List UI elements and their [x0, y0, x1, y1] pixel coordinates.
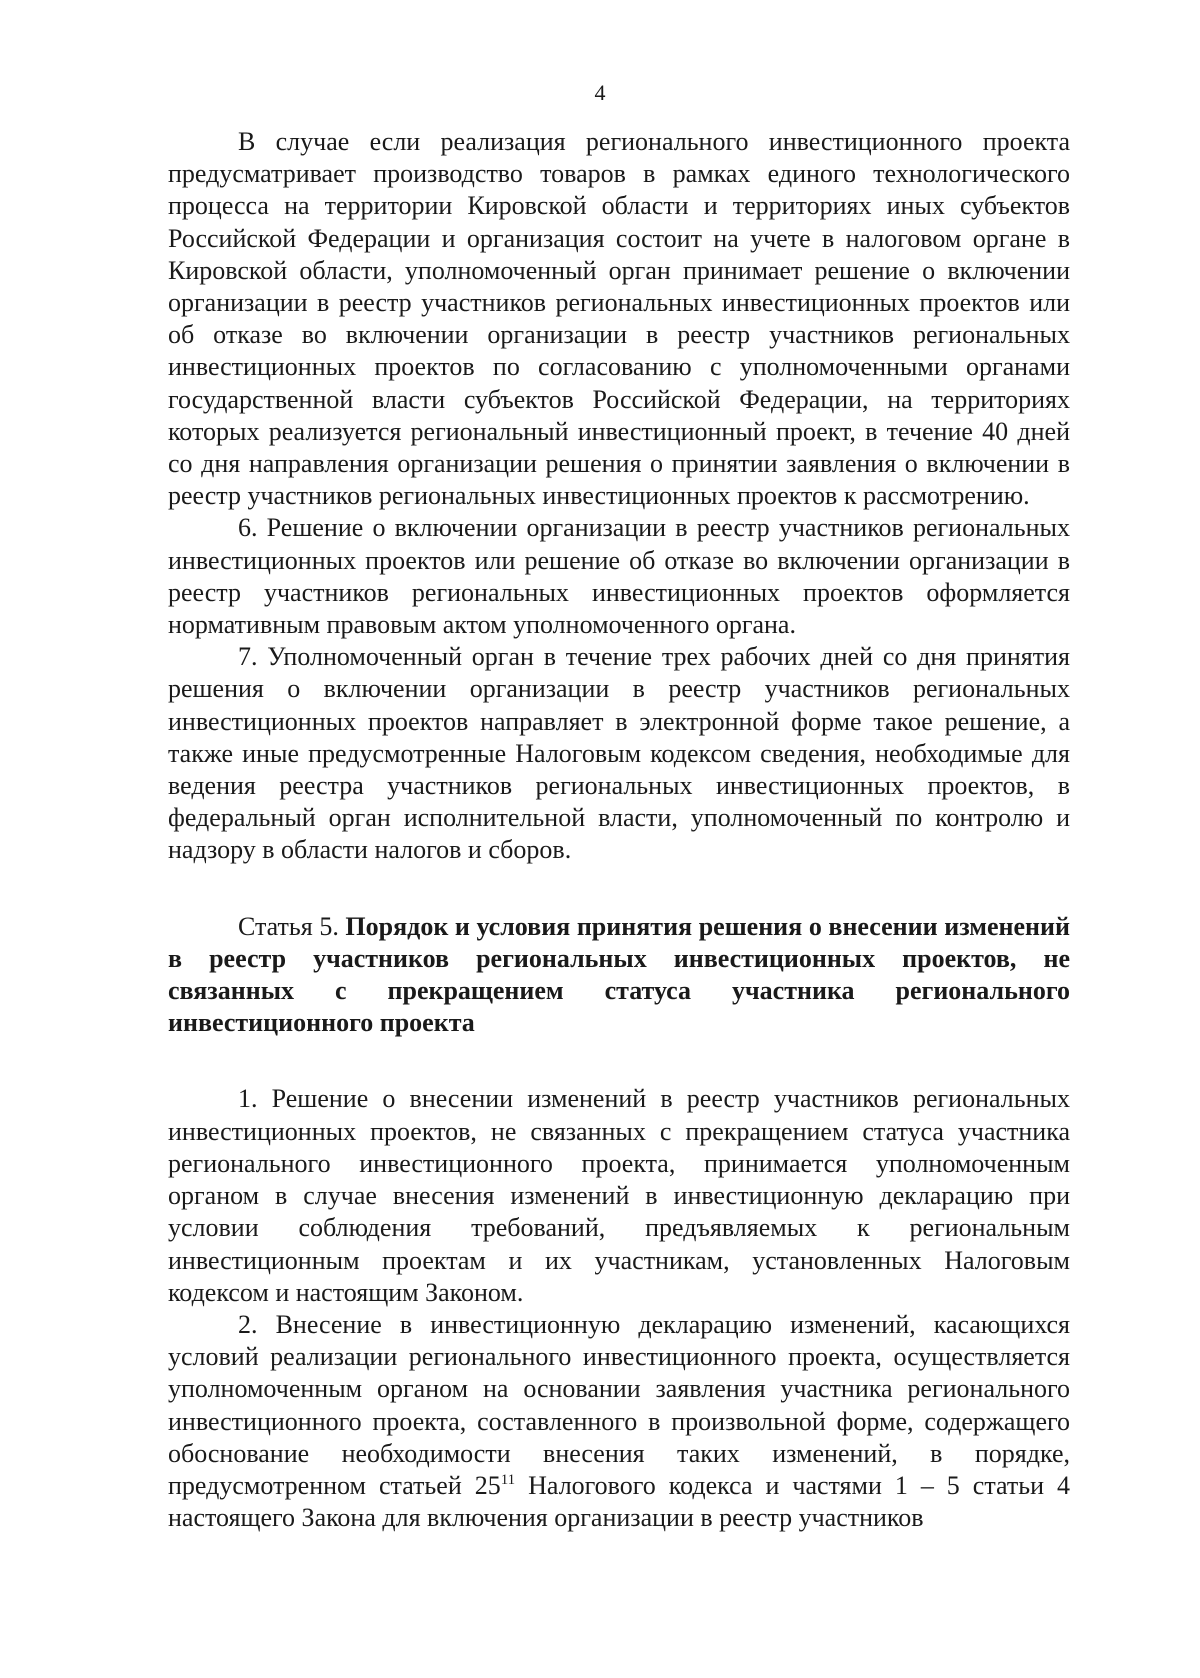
article-title: Порядок и условия принятия решения о внесении изменений в реестр участников региональных инвестиционных проектов, не связанных с прекращением статуса участника регионального инвестиционного проекта [168, 911, 1070, 1038]
paragraph-interregional-project: В случае если реализация регионального инвестиционного проекта предусматривает производство товаров в рамках единого технологического процесса на территории Кировской области и территориях иных субъектов Российской Федерации и организация состоит на учете в налоговом органе в Кировской области, уполномоченный орган принимает решение о включении организации в реестр участников региональных инвестиционных проектов или об отказе во включении организации в реестр участников региональных инвестиционных проектов по согласованию с уполномоченными органами государственной власти субъектов Российской Федерации, на территориях которых реализуется региональный инвестиционный проект, в течение 40 дней со дня направления организации решения о принятии заявления о включении в реестр участников региональных инвестиционных проектов к рассмотрению. [168, 127, 1070, 511]
article-label: Статья 5. [238, 911, 339, 941]
article-5-heading [168, 911, 1070, 1040]
article-superscript: 11 [500, 1471, 516, 1488]
paragraph-7: 7. Уполномоченный орган в течение трех рабочих дней со дня принятия решения о включении организации в реестр участников региональных инвестиционных проектов направляет в электронной форме такое решение, а также иные предусмотренные Налоговым кодексом сведения, необходимые для ведения реестра участников региональных инвестиционных проектов, в федеральный орган исполнительной власти, уполномоченный по контролю и надзору в области налогов и сборов. [168, 642, 1070, 865]
paragraph-2-text-start: 2. Внесение в инвестиционную декларацию изменений, касающихся условий реализации регионального инвестиционного проекта, осуществляется уполномоченным органом на основании заявления участника регионального инвестиционного проекта, составленного в произвольной форме, содержащего обоснование необходимости внесения таких изменений, в порядке, предусмотренном статьей 25 [168, 1309, 1070, 1500]
page-number: 4 [594, 80, 606, 105]
article-5-paragraph-1: 1. Решение о внесении изменений в реестр участников региональных инвестиционных проектов, не связанных с прекращением статуса участника регионального инвестиционного проекта, принимается уполномоченным органом в случае внесения изменений в инвестиционную декларацию при условии соблюдения требований, предъявляемых к региональным инвестиционным проектам и их участникам, установленных Налоговым кодексом и настоящим Законом. [168, 1084, 1070, 1307]
paragraph-6: 6. Решение о включении организации в реестр участников региональных инвестиционных проектов или решение об отказе во включении организации в реестр участников региональных инвестиционных проектов оформляется нормативным правовым актом уполномоченного органа. [168, 513, 1070, 640]
paragraph-2-text-end: Налогового кодекса и частями 1 – 5 статьи 4 настоящего Закона для включения организации в реестр участников [168, 1470, 1070, 1533]
document-body [168, 126, 1070, 1534]
article-5-paragraph-2 [168, 1309, 1070, 1534]
